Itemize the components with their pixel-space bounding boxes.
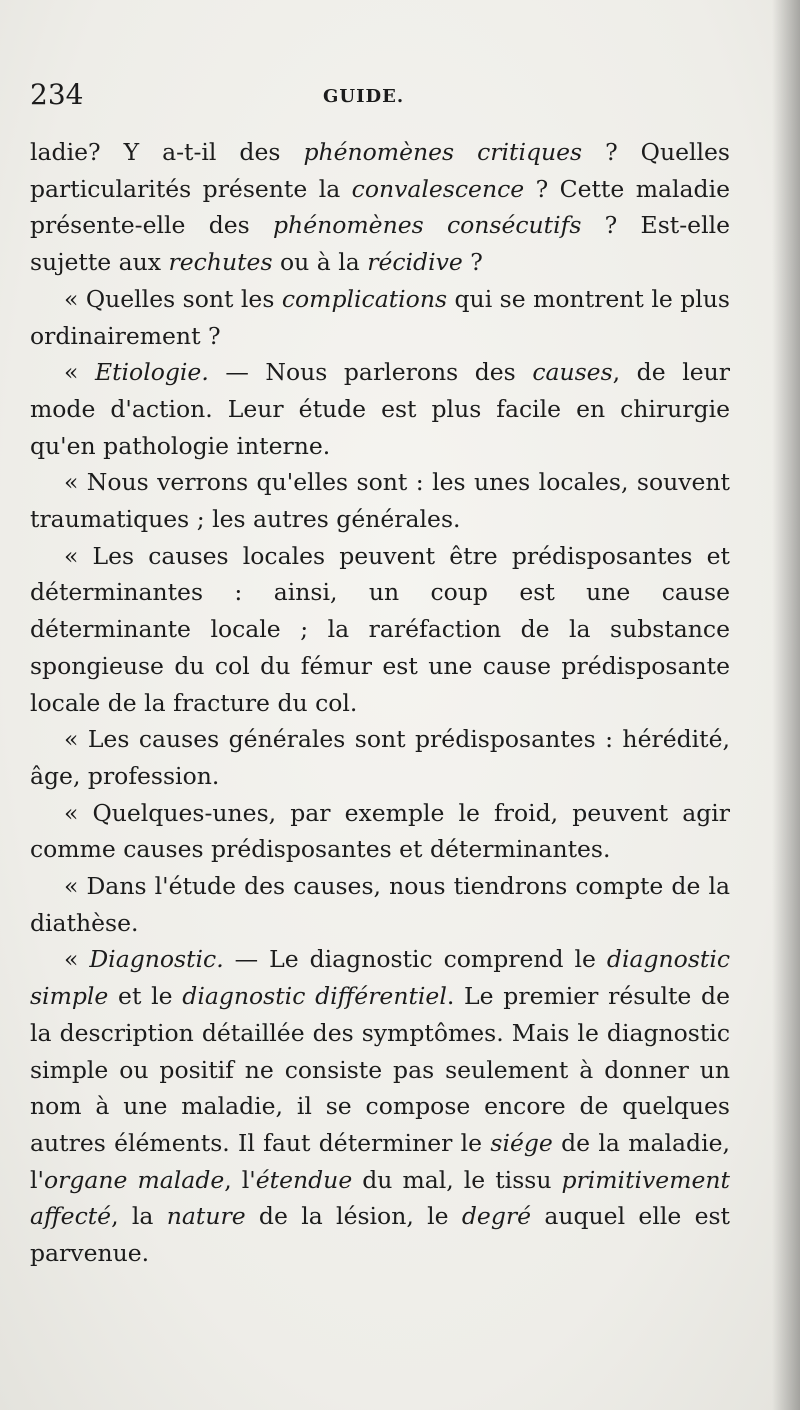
text-run: « Les causes générales sont prédisposantes : hérédité, âge, profession. — [30, 725, 730, 790]
paragraph — [30, 941, 730, 1271]
text-run: ladie? Y a-t-il des — [30, 138, 304, 166]
paragraph — [30, 721, 730, 794]
paragraph — [30, 868, 730, 941]
running-head: GUIDE. — [323, 86, 405, 107]
italic-term: nature — [166, 1202, 246, 1231]
text-run: ? Cette maladie présente-elle des — [30, 174, 730, 240]
italic-term: convalescence — [351, 174, 525, 203]
paragraph — [30, 795, 730, 868]
text-run: « — [64, 945, 90, 974]
text-run: — Le diagnostic comprend le — [223, 945, 607, 974]
italic-term: siége — [490, 1128, 553, 1157]
text-run: ? Est-elle sujette aux — [30, 211, 731, 277]
text-run: ou à la — [272, 248, 368, 277]
italic-term: organe malade — [43, 1165, 225, 1194]
italic-term: diagnostic différentiel — [182, 982, 447, 1011]
paragraph — [30, 134, 730, 281]
body-text — [30, 134, 730, 1272]
text-run: « Quelles sont les — [64, 284, 282, 313]
text-run: et le — [108, 982, 183, 1011]
italic-term: causes — [532, 358, 613, 387]
page-header — [30, 78, 730, 118]
italic-term: rechutes — [168, 248, 273, 277]
text-run: du mal, le tissu — [352, 1165, 562, 1194]
italic-term: phénomènes critiques — [303, 138, 583, 166]
text-run: « Nous verrons qu'elles sont : les unes locales, souvent traumatiques ; les autres générales. — [30, 468, 730, 534]
text-run: , de leur mode d'action. Leur étude est plus facile en chirurgie qu'en pathologie interne. — [30, 358, 730, 460]
italic-term: Diagnostic. — [89, 945, 224, 974]
text-run: « Quelques-unes, par exemple le froid, peuvent agir comme causes prédisposantes et déterminantes. — [30, 798, 730, 864]
paragraph — [30, 281, 730, 354]
italic-term: primitivement affecté — [30, 1165, 730, 1231]
text-run: « Les causes locales peuvent être prédisposantes et déterminantes : ainsi, un coup est une cause déterminante locale ; la raréfaction de la substance spongieuse du col du fémur est une cause prédisposante locale de la fracture du col. — [30, 541, 730, 717]
text-run: de la maladie, l' — [30, 1128, 730, 1194]
text-run: . Le premier résulte de la description détaillée des symptômes. Mais le diagnostic simple ou positif ne consiste pas seulement à donner un nom à une maladie, il se compose encore de quelques autres éléments. Il faut déterminer le — [30, 982, 731, 1157]
paragraph — [30, 354, 730, 464]
italic-term: récidive — [367, 248, 463, 277]
text-run: qui se montrent le plus ordinairement ? — [30, 284, 730, 350]
text-run: de la lésion, le — [245, 1202, 462, 1231]
italic-term: degré — [461, 1202, 532, 1231]
italic-term: étendue — [255, 1165, 353, 1194]
italic-term: phénomènes consécutifs — [273, 211, 582, 240]
text-run: ? Quelles particularités présente la — [30, 138, 730, 203]
paragraph — [30, 464, 730, 537]
italic-term: diagnostic simple — [30, 945, 730, 1011]
text-run: auquel elle est parvenue. — [30, 1202, 730, 1268]
text-run: , l' — [224, 1165, 256, 1194]
paragraph — [30, 538, 730, 722]
text-run: , la — [111, 1202, 167, 1231]
italic-term: Etiologie. — [94, 358, 209, 387]
text-run: « — [64, 358, 95, 387]
page-edge-shadow — [772, 0, 800, 1410]
text-run: ? — [462, 248, 483, 277]
text-run: « Dans l'étude des causes, nous tiendrons compte de la diathèse. — [30, 872, 730, 937]
italic-term: complications — [281, 284, 448, 313]
text-run: — Nous parlerons des — [208, 358, 533, 387]
page-number: 234 — [30, 78, 84, 111]
